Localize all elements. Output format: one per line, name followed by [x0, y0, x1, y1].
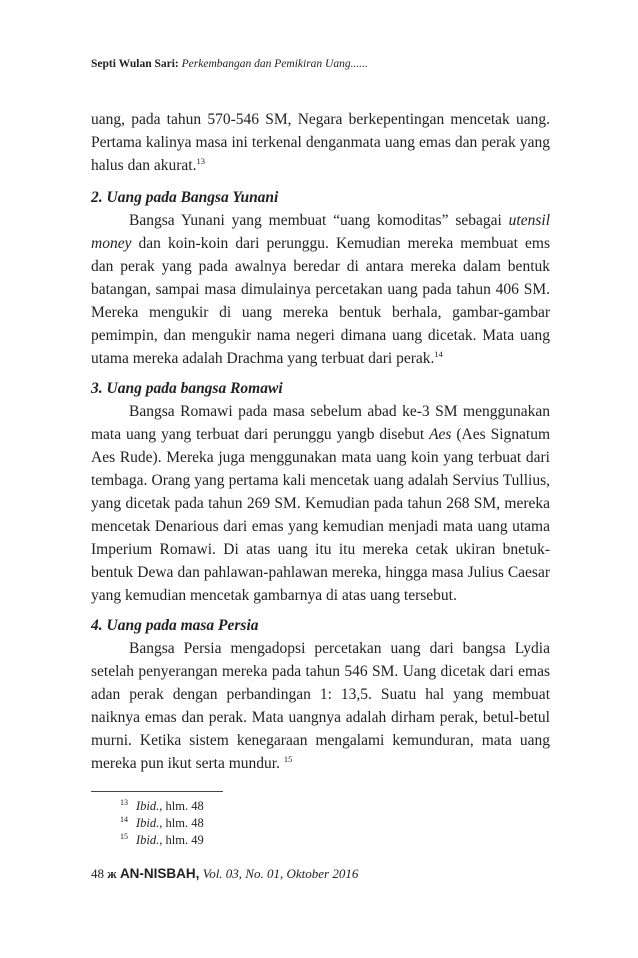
paragraph-text: Bangsa Yunani yang membuat “uang komoditas” sebagai	[129, 212, 502, 229]
footnote-number: 14	[120, 814, 128, 824]
body-text	[91, 108, 550, 782]
footnote-14	[120, 815, 204, 832]
footnote-15	[120, 832, 204, 849]
footnote-number: 13	[120, 797, 128, 807]
running-head-author: Septi Wulan Sari:	[91, 58, 179, 70]
paragraph-text: Bangsa Persia mengadopsi percetakan uang dari bangsa Lydia setelah penyerangan mereka pada tahun 546 SM. Uang dicetak dari emas adan perak dengan perbandingan 1: 13,5. Suatu hal yang membuat naiknya emas dan perak. Mata uangnya adalah dirham perak, betul-betul murni. Ketika sistem kenegaraan mengalami kemunduran, mata uang mereka pun ikut serta mundur.	[91, 640, 550, 772]
footnote-ref-13: 13	[196, 155, 205, 166]
footnote-ibid: Ibid.	[136, 816, 160, 830]
paragraph-text: Bangsa Romawi pada masa sebelum abad ke-3 SM menggunakan mata uang yang terbuat dari perunggu yangb disebut	[91, 403, 550, 443]
footnote-13	[120, 798, 204, 815]
footnote-ref-14: 14	[434, 348, 443, 359]
footnote-ibid: Ibid.,	[136, 799, 163, 813]
section-paragraph-yunani	[91, 209, 550, 370]
footnote-ref-15: 15	[283, 753, 293, 764]
running-head-title: Perkembangan dan Pemikiran Uang......	[181, 58, 368, 70]
journal-name: AN-NISBAH,	[119, 866, 200, 881]
page-number: 48	[91, 866, 104, 881]
footnotes	[120, 798, 204, 849]
footer-separator: ж	[107, 866, 117, 881]
intro-paragraph	[91, 108, 550, 177]
paragraph-text: (Aes Signatum Aes Rude). Mereka juga menggunakan mata uang koin yang terbuat dari tembaga. Orang yang pertama kali mencetak uang adalah Servius Tullius, yang dicetak pada tahun 269 SM. Kemudian pada tahun 268 SM, mereka mencetak Denarious dari emas yang kemudian menjadi mata uang utama Imperium Romawi. Di atas uang itu itu mereka cetak ukiran bnetuk-bentuk Dewa dan pahlawan-pahlawan mereka, hingga masa Julius Caesar yang kemudian mencetak gambarnya di atas uang tersebut.	[91, 426, 550, 604]
italic-term: utensil money	[91, 212, 551, 252]
section-heading-romawi: 3. Uang pada bangsa Romawi	[91, 380, 283, 397]
section-paragraph-romawi	[91, 400, 550, 607]
running-head	[91, 58, 561, 70]
section-heading-persia: 4. Uang pada masa Persia	[91, 617, 259, 634]
footnote-divider	[91, 791, 223, 792]
footnote-page: , hlm. 49	[159, 833, 204, 847]
journal-issue: Vol. 03, No. 01, Oktober 2016	[202, 866, 359, 881]
footnote-page: , hlm. 48	[159, 816, 204, 830]
intro-text: uang, pada tahun 570-546 SM, Negara berkepentingan mencetak uang. Pertama kalinya masa ini terkenal denganmata uang emas dan perak yang halus dan akurat.	[91, 111, 550, 174]
section-heading-yunani: 2. Uang pada Bangsa Yunani	[91, 189, 279, 206]
footnote-number: 15	[120, 831, 128, 841]
footnote-ibid: Ibid.	[136, 833, 160, 847]
section-paragraph-persia	[91, 637, 550, 775]
page-footer	[91, 866, 358, 882]
footnote-page: hlm. 48	[165, 799, 204, 813]
paragraph-text: dan koin-koin dari perunggu. Kemudian mereka membuat ems dan perak yang pada awalnya beredar di antara mereka dalam bentuk batangan, sampai masa dimulainya percetakan uang pada tahun 406 SM. Mereka mengukir di uang mereka bentuk berhala, gambar-gambar pemimpin, dan mengukir nama negeri dimana uang dicetak. Mata uang utama mereka adalah Drachma yang terbuat dari perak.	[91, 235, 550, 367]
italic-term: Aes	[429, 426, 452, 443]
